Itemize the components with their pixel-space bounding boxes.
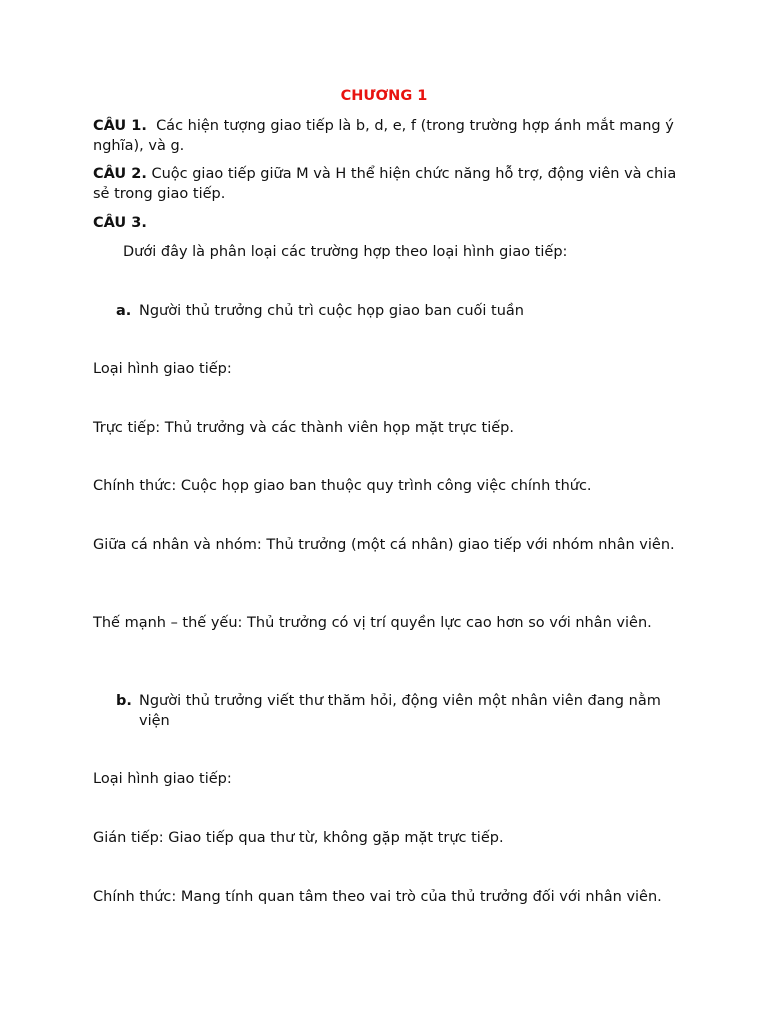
question-1-text: Các hiện tượng giao tiếp là b, d, e, f (trong trường hợp ánh mắt mang ý nghĩa), và g. (93, 118, 674, 154)
case-a-title: Người thủ trưởng chủ trì cuộc họp giao ban cuối tuần (139, 303, 524, 319)
case-a-item: Trực tiếp: Thủ trưởng và các thành viên họp mặt trực tiếp. (93, 420, 514, 436)
case-a-marker: a. (116, 303, 132, 319)
case-a-item: Giữa cá nhân và nhóm: Thủ trưởng (một cá nhân) giao tiếp với nhóm nhân viên. (93, 537, 675, 553)
question-2-label: CÂU 2. (93, 166, 147, 182)
question-1-label: CÂU 1. (93, 118, 147, 134)
case-b-heading (116, 691, 683, 731)
case-b-marker: b. (116, 693, 132, 709)
question-3-intro: Dưới đây là phân loại các trường hợp theo loại hình giao tiếp: (123, 244, 568, 260)
question-2-text: Cuộc giao tiếp giữa M và H thể hiện chức năng hỗ trợ, động viên và chia sẻ trong giao tiếp. (93, 166, 677, 202)
case-a-item: Chính thức: Cuộc họp giao ban thuộc quy trình công việc chính thức. (93, 478, 592, 494)
question-3 (93, 213, 683, 233)
question-1 (93, 116, 683, 156)
case-a-heading (116, 301, 683, 321)
case-b-item: Gián tiếp: Giao tiếp qua thư từ, không gặp mặt trực tiếp. (93, 830, 504, 846)
question-3-label: CÂU 3. (93, 215, 147, 231)
case-a-type-heading: Loại hình giao tiếp: (93, 361, 232, 377)
case-b-type-heading: Loại hình giao tiếp: (93, 771, 232, 787)
question-2 (93, 164, 683, 204)
case-b-item: Chính thức: Mang tính quan tâm theo vai trò của thủ trưởng đối với nhân viên. (93, 889, 662, 905)
case-b-title: Người thủ trưởng viết thư thăm hỏi, động viên một nhân viên đang nằm viện (139, 693, 661, 729)
case-a-item: Thế mạnh – thế yếu: Thủ trưởng có vị trí quyền lực cao hơn so với nhân viên. (93, 615, 652, 631)
chapter-title: CHƯƠNG 1 (340, 88, 428, 104)
